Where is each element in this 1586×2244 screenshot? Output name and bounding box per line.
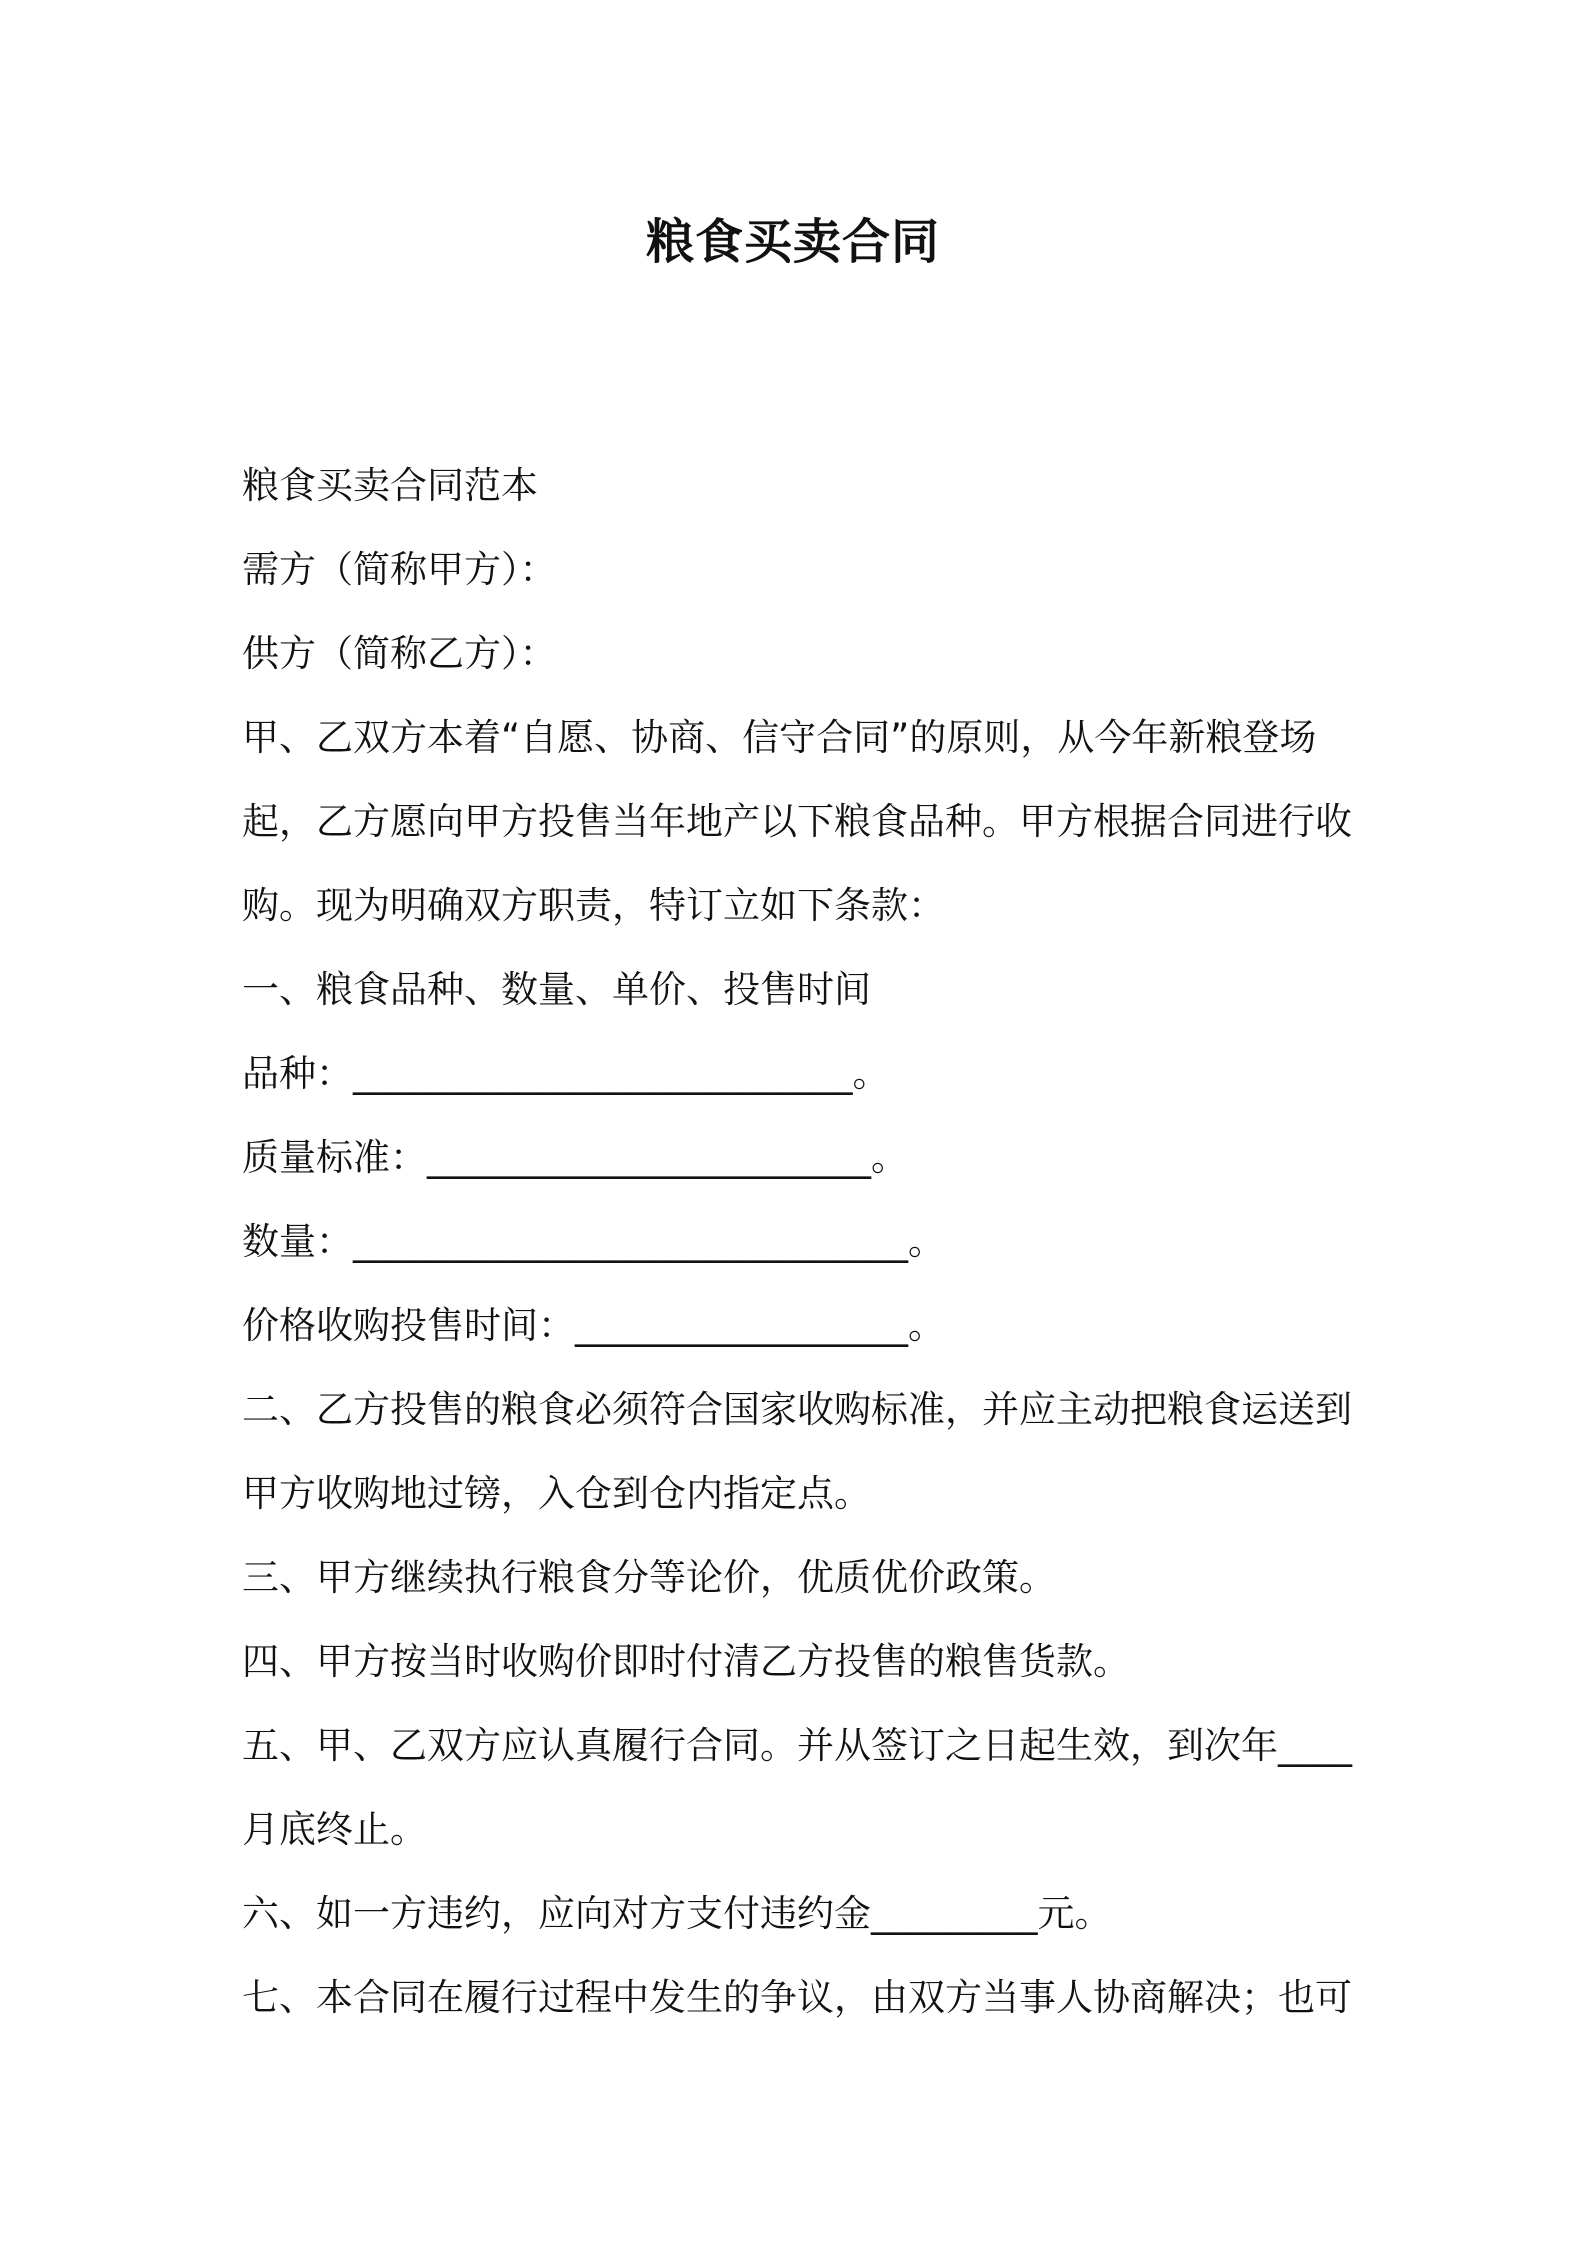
document-body <box>242 444 1362 2040</box>
paragraph-subtitle: 粮食买卖合同范本 <box>242 464 538 507</box>
clause-3: 三、甲方继续执行粮食分等论价，优质优价政策。 <box>242 1556 1056 1599</box>
preamble-line-3: 购。现为明确双方职责，特订立如下条款： <box>242 884 945 927</box>
price-time-field: 价格收购投售时间：__________________。 <box>242 1304 945 1347</box>
clause-2-line-1: 二、乙方投售的粮食必须符合国家收购标准，并应主动把粮食运送到 <box>242 1388 1352 1431</box>
clause-1-heading: 一、粮食品种、数量、单价、投售时间 <box>242 968 871 1011</box>
party-a-line: 需方（简称甲方）： <box>242 548 557 591</box>
party-b-line: 供方（简称乙方）： <box>242 632 557 675</box>
quality-standard-field: 质量标准：________________________。 <box>242 1136 908 1179</box>
document-title: 粮食买卖合同 <box>645 214 940 270</box>
clause-6: 六、如一方违约，应向对方支付违约金_________元。 <box>242 1892 1112 1935</box>
clause-5-line-1: 五、甲、乙双方应认真履行合同。并从签订之日起生效，到次年____ <box>242 1724 1352 1767</box>
clause-5-line-2: 月底终止。 <box>242 1808 427 1851</box>
preamble-line-1: 甲、乙双方本着“自愿、协商、信守合同”的原则，从今年新粮登场 <box>242 716 1317 759</box>
clause-4: 四、甲方按当时收购价即时付清乙方投售的粮售货款。 <box>242 1640 1130 1683</box>
quantity-field: 数量：______________________________。 <box>242 1220 945 1263</box>
clause-2-line-2: 甲方收购地过镑，入仓到仓内指定点。 <box>242 1472 871 1515</box>
variety-field: 品种：___________________________。 <box>242 1052 890 1095</box>
clause-7-line-1: 七、本合同在履行过程中发生的争议，由双方当事人协商解决；也可 <box>242 1976 1352 2019</box>
preamble-line-2: 起，乙方愿向甲方投售当年地产以下粮食品种。甲方根据合同进行收 <box>242 800 1352 843</box>
